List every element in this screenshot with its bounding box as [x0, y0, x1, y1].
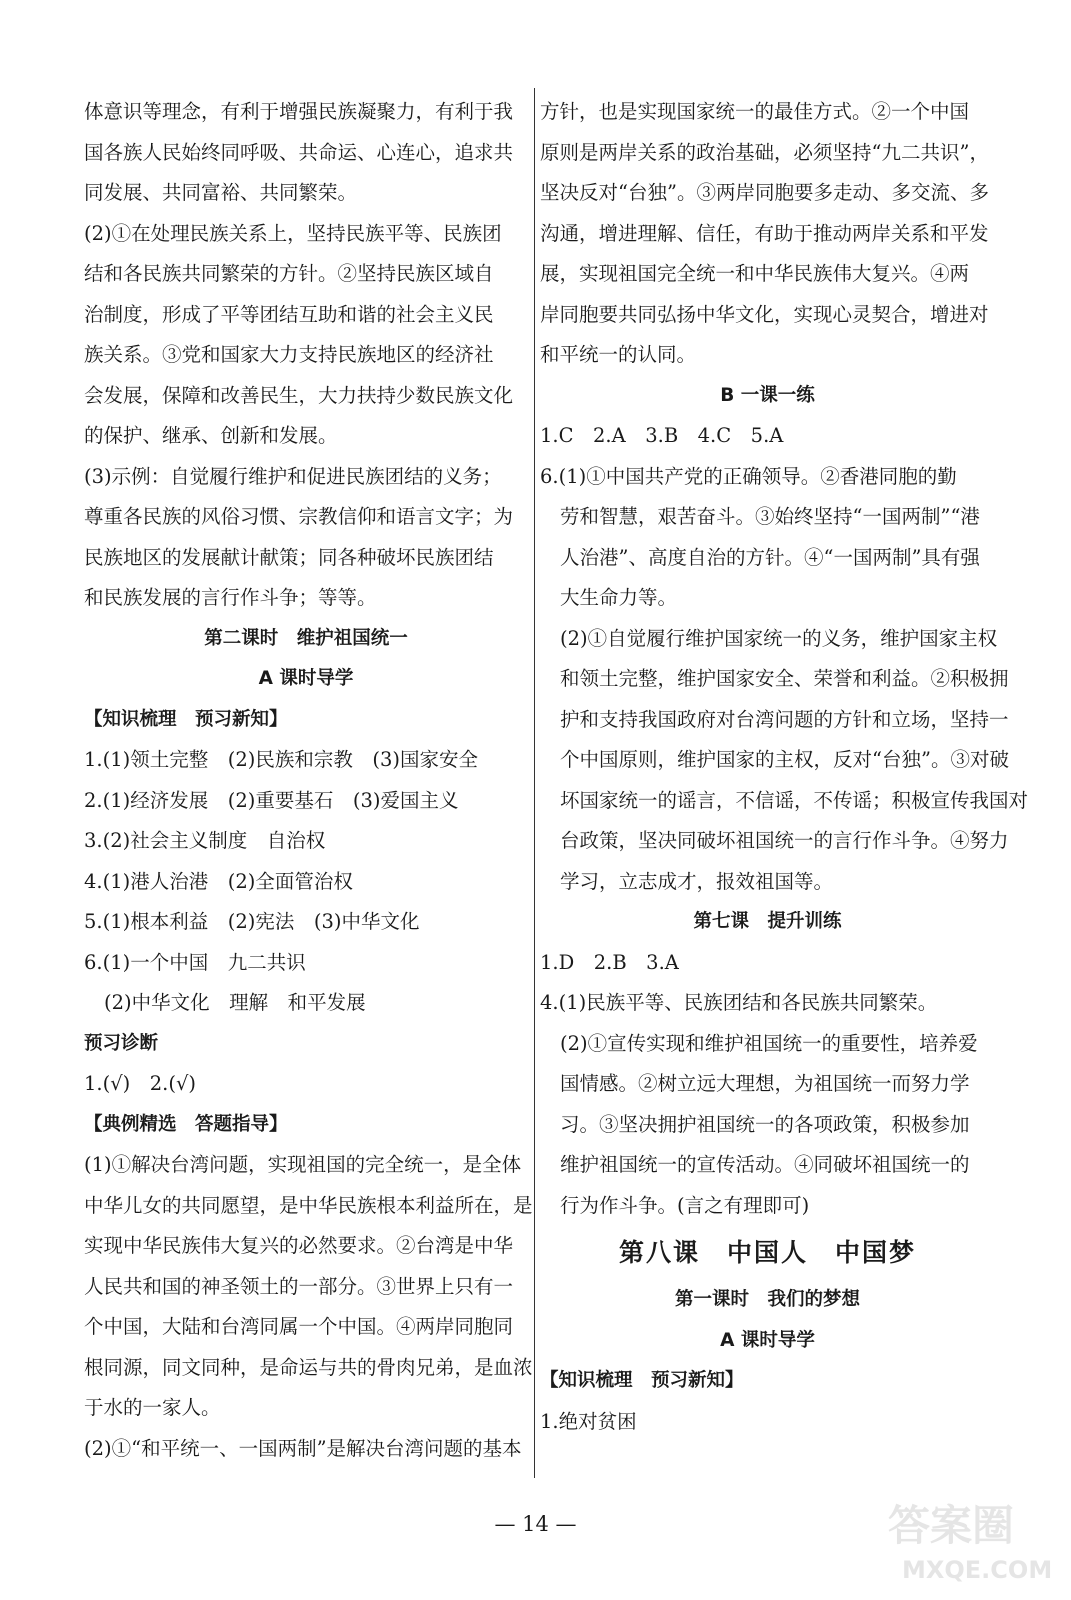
left-text-line: 3.(2)社会主义制度 自治权 [84, 829, 326, 852]
right-text-line: 护和支持我国政府对台湾问题的方针和立场，坚持一 [560, 707, 1009, 731]
right-text-line: 原则是两岸关系的政治基础，必须坚持“九二共识”， [540, 140, 989, 164]
right-text-line: 台政策，坚决同破坏祖国统一的言行作斗争。④努力 [560, 829, 1009, 852]
right-text-line: 行为作斗争。(言之有理即可) [560, 1193, 810, 1217]
right-text-line: B 一课一练 [720, 384, 815, 406]
right-text-line: 展，实现祖国完全统一和中华民族伟大复兴。④两 [540, 262, 970, 285]
right-text-line: 人治港”、高度自治的方针。④“一国两制”具有强 [560, 545, 980, 569]
left-text-line: 同发展、共同富裕、共同繁荣。 [84, 181, 358, 204]
left-text-line: 结和各民族共同繁荣的方针。②坚持民族区域自 [84, 262, 494, 285]
left-text-line: 尊重各民族的风俗习惯、宗教信仰和语言文字；为 [84, 505, 514, 528]
right-text-line: 习。③坚决拥护祖国统一的各项政策，积极参加 [560, 1112, 970, 1136]
right-text-line: (2)①自觉履行维护国家统一的义务，维护国家主权 [560, 626, 998, 650]
right-text-line: 个中国原则，维护国家的主权，反对“台独”。③对破 [560, 748, 1009, 771]
right-text-line: 大生命力等。 [560, 586, 678, 609]
right-text-line: 4.(1)民族平等、民族团结和各民族共同繁荣。 [540, 991, 938, 1014]
right-text-line: 1.D 2.B 3.A [540, 950, 679, 974]
right-text-line: (2)①宣传实现和维护祖国统一的重要性，培养爱 [560, 1031, 978, 1055]
left-text-line: 于水的一家人。 [84, 1396, 221, 1419]
watermark-url: MXQE.COM [902, 1556, 1053, 1584]
left-column [84, 92, 533, 1469]
right-text-line: 和领土完整，维护国家安全、荣誉和利益。②积极拥 [560, 667, 1009, 690]
right-text-line: 方针，也是实现国家统一的最佳方式。②一个中国 [540, 100, 970, 123]
left-text-line: 人民共和国的神圣领土的一部分。③世界上只有一 [84, 1274, 514, 1298]
left-text-line: 【典例精选 答题指导】 [84, 1113, 288, 1135]
left-text-line: 5.(1)根本利益 (2)宪法 (3)中华文化 [84, 910, 420, 933]
right-text-line: 第八课 中国人 中国梦 [618, 1238, 916, 1267]
left-text-line: 4.(1)港人治港 (2)全面管治权 [84, 869, 353, 893]
left-text-line: 实现中华民族伟大复兴的必然要求。②台湾是中华 [84, 1234, 514, 1257]
left-text-line: 体意识等理念，有利于增强民族凝聚力，有利于我 [84, 100, 514, 123]
left-text-line: 族关系。③党和国家大力支持民族地区的经济社 [84, 343, 494, 366]
right-text-line: 和平统一的认同。 [540, 343, 697, 366]
right-text-line: 沟通，增进理解、信任，有助于推动两岸关系和平发 [540, 221, 989, 245]
left-text-line: 预习诊断 [84, 1032, 159, 1054]
left-text-line: 2.(1)经济发展 (2)重要基石 (3)爱国主义 [84, 788, 459, 812]
right-text-line: 第一课时 我们的梦想 [674, 1289, 860, 1310]
watermark-logo [880, 1488, 1055, 1588]
right-text-line: 6.(1)①中国共产党的正确领导。②香港同胞的勤 [540, 464, 957, 488]
page-number: — 14 — [494, 1512, 577, 1536]
right-text-line: A 课时导学 [720, 1329, 815, 1351]
left-text-line: 民族地区的发展献计献策；同各种破坏民族团结 [84, 545, 494, 569]
right-text-line: 1.绝对贫困 [540, 1409, 637, 1433]
right-text-line: 坏国家统一的谣言，不信谣，不传谣；积极宣传我国对 [560, 788, 1029, 812]
right-text-line: 1.C 2.A 3.B 4.C 5.A [540, 424, 784, 447]
right-text-line: 国情感。②树立远大理想，为祖国统一而努力学 [560, 1072, 970, 1095]
left-text-line: 会发展，保障和改善民生，大力扶持少数民族文化 [84, 383, 514, 407]
right-text-line: 维护祖国统一的宣传活动。④同破坏祖国统一的 [560, 1153, 970, 1176]
left-text-line: 中华儿女的共同愿望，是中华民族根本利益所在，是 [84, 1193, 533, 1217]
left-text-line: 个中国，大陆和台湾同属一个中国。④两岸同胞同 [84, 1315, 514, 1338]
right-text-line: 【知识梳理 预习新知】 [540, 1370, 744, 1391]
left-text-line: (2)①“和平统一、一国两制”是解决台湾问题的基本 [84, 1436, 522, 1460]
right-text-line: 学习，立志成才，报效祖国等。 [560, 869, 834, 893]
left-text-line: 【知识梳理 预习新知】 [84, 708, 288, 730]
left-text-line: 根同源，同文同种，是命运与共的骨肉兄弟，是血浓 [84, 1355, 533, 1379]
left-text-line: 1.(√) 2.(√) [84, 1072, 196, 1095]
left-text-line: (3)示例：自觉履行维护和促进民族团结的义务； [84, 464, 502, 488]
left-text-line: (2)中华文化 理解 和平发展 [104, 991, 366, 1014]
left-text-line: 治制度，形成了平等团结互助和谐的社会主义民 [84, 302, 494, 326]
right-text-line: 劳和智慧，艰苦奋斗。③始终坚持“一国两制”“港 [560, 505, 980, 528]
left-text-line: (1)①解决台湾问题，实现祖国的完全统一，是全体 [84, 1153, 522, 1176]
left-text-line: A 课时导学 [258, 668, 354, 689]
left-text-line: 国各族人民始终同呼吸、共命运、心连心，追求共 [84, 140, 514, 164]
left-text-line: (2)①在处理民族关系上，坚持民族平等、民族团 [84, 221, 502, 245]
right-text-line: 岸同胞要共同弘扬中华文化，实现心灵契合，增进对 [540, 302, 989, 326]
right-column [540, 92, 1029, 1442]
left-text-line: 6.(1)一个中国 九二共识 [84, 950, 306, 974]
left-text-line: 的保护、继承、创新和发展。 [84, 424, 338, 447]
left-text-line: 1.(1)领土完整 (2)民族和宗教 (3)国家安全 [84, 748, 478, 771]
left-text-line: 第二课时 维护祖国统一 [204, 627, 408, 649]
right-text-line: 第七课 提升训练 [693, 911, 842, 932]
watermark-title: 答案圈 [888, 1501, 1015, 1550]
left-text-line: 和民族发展的言行作斗争；等等。 [84, 586, 377, 609]
right-text-line: 坚决反对“台独”。③两岸同胞要多走动、多交流、多 [540, 181, 989, 204]
column-divider [534, 88, 535, 1478]
